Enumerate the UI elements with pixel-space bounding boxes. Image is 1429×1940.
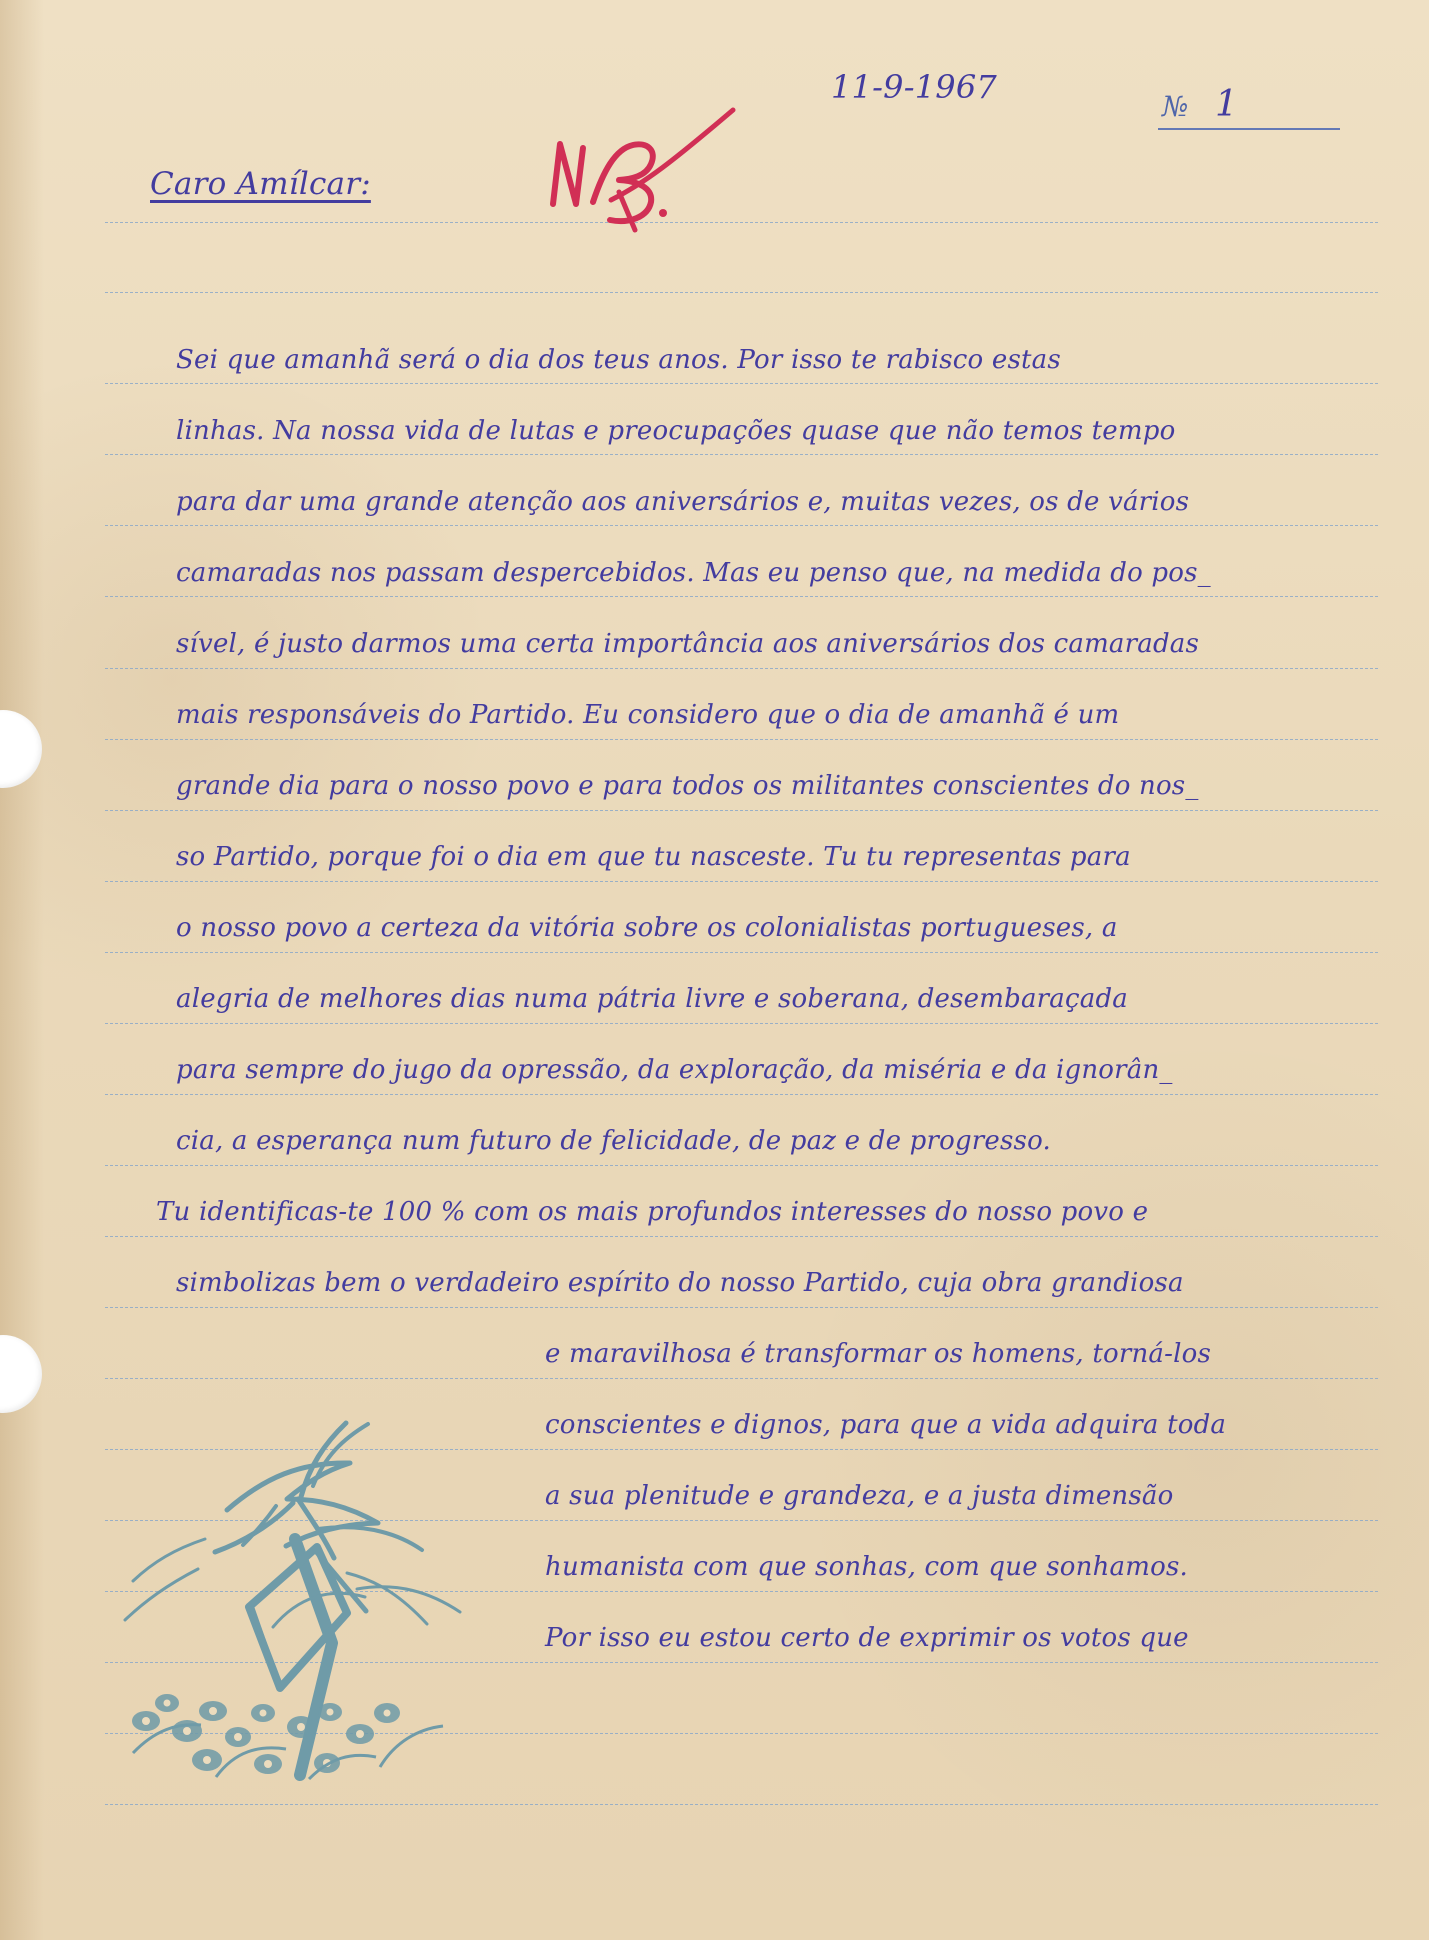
letter-line: grande dia para o nosso povo e para todos os militantes conscientes do nos_: [176, 771, 1199, 801]
letter-date: 11-9-1967: [831, 68, 997, 106]
ruled-line: [105, 881, 1378, 882]
letter-line: para dar uma grande atenção aos aniversários e, muitas vezes, os de vários: [176, 487, 1190, 517]
letter-line: e maravilhosa é transformar os homens, torná-los: [545, 1339, 1212, 1369]
letter-line: sível, é justo darmos uma certa importância aos aniversários dos camaradas: [176, 629, 1200, 659]
letter-line: Sei que amanhã será o dia dos teus anos. Por isso te rabisco estas: [176, 345, 1061, 375]
ruled-line: [105, 1023, 1378, 1024]
letter-line: camaradas nos passam despercebidos. Mas eu penso que, na medida do pos_: [176, 558, 1211, 588]
letter-line: so Partido, porque foi o dia em que tu nasceste. Tu tu representas para: [176, 842, 1131, 872]
letter-line: mais responsáveis do Partido. Eu considero que o dia de amanhã é um: [176, 700, 1120, 730]
number-value: 1: [1215, 84, 1239, 125]
ruled-line: [105, 739, 1378, 740]
ruled-line: [105, 1094, 1378, 1095]
number-label: №: [1162, 90, 1189, 123]
ruled-line: [105, 454, 1378, 455]
ruled-line: [105, 383, 1378, 384]
ruled-line: [105, 1804, 1378, 1805]
letter-line: linhas. Na nossa vida de lutas e preocupações quase que não temos tempo: [176, 416, 1176, 446]
letter-line: para sempre do jugo da opressão, da exploração, da miséria e da ignorân_: [176, 1055, 1173, 1085]
letter-line: simbolizas bem o verdadeiro espírito do nosso Partido, cuja obra grandiosa: [176, 1268, 1184, 1298]
ruled-line: [105, 1165, 1378, 1166]
ruled-line: [105, 668, 1378, 669]
letter-greeting: Caro Amílcar:: [150, 166, 371, 202]
left-edge-stain: [0, 0, 44, 1940]
ruled-line: [105, 525, 1378, 526]
letter-line: cia, a esperança num futuro de felicidade, de paz e de progresso.: [176, 1126, 1051, 1156]
letter-line: alegria de melhores dias numa pátria livre e soberana, desembaraçada: [176, 984, 1128, 1014]
ruled-line: [105, 292, 1378, 293]
letter-line: Tu identificas-te 100 % com os mais profundos interesses do nosso povo e: [156, 1197, 1149, 1227]
letter-line: humanista com que sonhas, com que sonhamos.: [545, 1552, 1188, 1582]
ruled-line: [105, 952, 1378, 953]
winged-horse-monument-icon: [95, 1375, 503, 1795]
letter-line: o nosso povo a certeza da vitória sobre os colonialistas portugueses, a: [176, 913, 1118, 943]
number-underline: [1158, 128, 1340, 130]
ruled-line: [105, 1236, 1378, 1237]
ruled-line: [105, 1307, 1378, 1308]
letter-line: Por isso eu estou certo de exprimir os votos que: [545, 1623, 1189, 1653]
letter-line: a sua plenitude e grandeza, e a justa dimensão: [545, 1481, 1174, 1511]
ruled-line: [105, 810, 1378, 811]
letter-line: conscientes e dignos, para que a vida adquira toda: [545, 1410, 1227, 1440]
ruled-line: [105, 596, 1378, 597]
red-initials-mark: [515, 92, 750, 242]
